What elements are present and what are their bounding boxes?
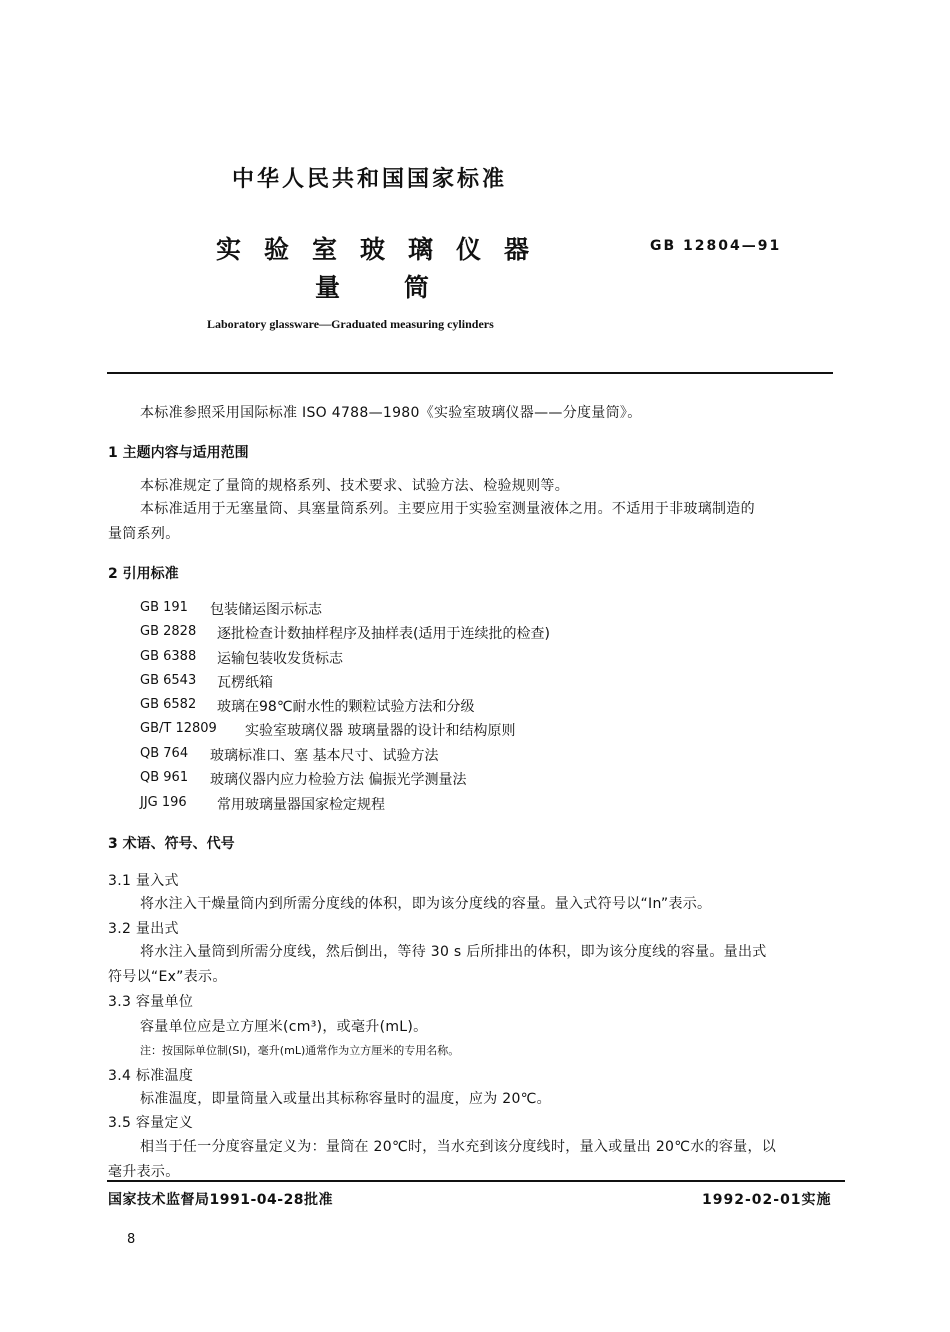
- section-1-paragraph-1: 本标准规定了量筒的规格系列、技术要求、试验方法、检验规则等。: [140, 478, 569, 494]
- reference-title: 玻璃标准口、塞 基本尺寸、试验方法: [210, 748, 439, 764]
- reference-title: 玻璃在98℃耐水性的颗粒试验方法和分级: [217, 699, 475, 715]
- section-2-heading: 2 引用标准: [108, 566, 179, 582]
- subsection-3-1-heading: 3.1 量入式: [108, 873, 179, 889]
- reference-code: GB 2828: [140, 624, 197, 639]
- document-title-line2: 量筒: [315, 273, 494, 302]
- subsection-3-3-note: 注：按国际单位制(SI)，毫升(mL)通常作为立方厘米的专用名称。: [140, 1044, 460, 1057]
- subsection-3-1-body: 将水注入干燥量筒内到所需分度线的体积，即为该分度线的容量。量入式符号以“In”表示。: [140, 896, 712, 912]
- reference-title: 玻璃仪器内应力检验方法 偏振光学测量法: [210, 772, 467, 788]
- reference-code: GB 6582: [140, 697, 197, 712]
- intro-paragraph: 本标准参照采用国际标准 ISO 4788—1980《实验室玻璃仪器——分度量筒》。: [140, 405, 642, 421]
- subsection-3-3-heading: 3.3 容量单位: [108, 994, 194, 1010]
- subsection-3-4-heading: 3.4 标准温度: [108, 1068, 194, 1084]
- reference-code: GB/T 12809: [140, 721, 217, 736]
- section-1-heading: 1 主题内容与适用范围: [108, 445, 249, 461]
- reference-title: 实验室玻璃仪器 玻璃量器的设计和结构原则: [245, 723, 516, 739]
- section-1-paragraph-2a: 本标准适用于无塞量筒、具塞量筒系列。主要应用于实验室测量液体之用。不适用于非玻璃制造的: [140, 501, 755, 517]
- reference-title: 包装储运图示标志: [210, 602, 322, 618]
- section-3-heading: 3 术语、符号、代号: [108, 836, 235, 852]
- header-rule: [107, 372, 833, 374]
- effective-date-text: 1992-02-01实施: [702, 1192, 832, 1208]
- page-number: 8: [127, 1232, 136, 1247]
- subsection-3-2-body-a: 将水注入量筒到所需分度线，然后倒出，等待 30 s 后所排出的体积，即为该分度线的容量。量出式: [140, 944, 767, 960]
- reference-title: 逐批检查计数抽样程序及抽样表(适用于连续批的检查): [217, 626, 550, 642]
- reference-code: GB 6388: [140, 649, 197, 664]
- subsection-3-5-body-b: 毫升表示。: [108, 1164, 180, 1180]
- reference-code: QB 961: [140, 770, 189, 785]
- reference-code: JJG 196: [140, 795, 187, 810]
- subsection-3-5-heading: 3.5 容量定义: [108, 1115, 194, 1131]
- footer-rule: [107, 1180, 845, 1182]
- reference-code: QB 764: [140, 746, 189, 761]
- english-title: Laboratory glassware—Graduated measuring cylinders: [207, 317, 494, 331]
- subsection-3-5-body-a: 相当于任一分度容量定义为：量筒在 20℃时，当水充到该分度线时，量入或量出 20℃水的容量，以: [140, 1139, 777, 1155]
- document-title-line1: 实验室玻璃仪器: [216, 235, 553, 264]
- subsection-3-2-heading: 3.2 量出式: [108, 921, 179, 937]
- reference-title: 运输包装收发货标志: [217, 651, 343, 667]
- reference-code: GB 6543: [140, 673, 197, 688]
- reference-title: 瓦楞纸箱: [217, 675, 273, 691]
- approval-text: 国家技术监督局1991-04-28批准: [108, 1192, 334, 1208]
- subsection-3-3-body: 容量单位应是立方厘米(cm³)，或毫升(mL)。: [140, 1019, 428, 1035]
- subsection-3-4-body: 标准温度，即量筒量入或量出其标称容量时的温度，应为 20℃。: [140, 1091, 551, 1107]
- reference-title: 常用玻璃量器国家检定规程: [217, 797, 385, 813]
- section-1-paragraph-2b: 量筒系列。: [108, 526, 180, 542]
- reference-code: GB 191: [140, 600, 188, 615]
- standard-code: GB 12804—91: [650, 238, 782, 254]
- national-standard-title: 中华人民共和国国家标准: [232, 167, 508, 192]
- subsection-3-2-body-b: 符号以“Ex”表示。: [108, 969, 227, 985]
